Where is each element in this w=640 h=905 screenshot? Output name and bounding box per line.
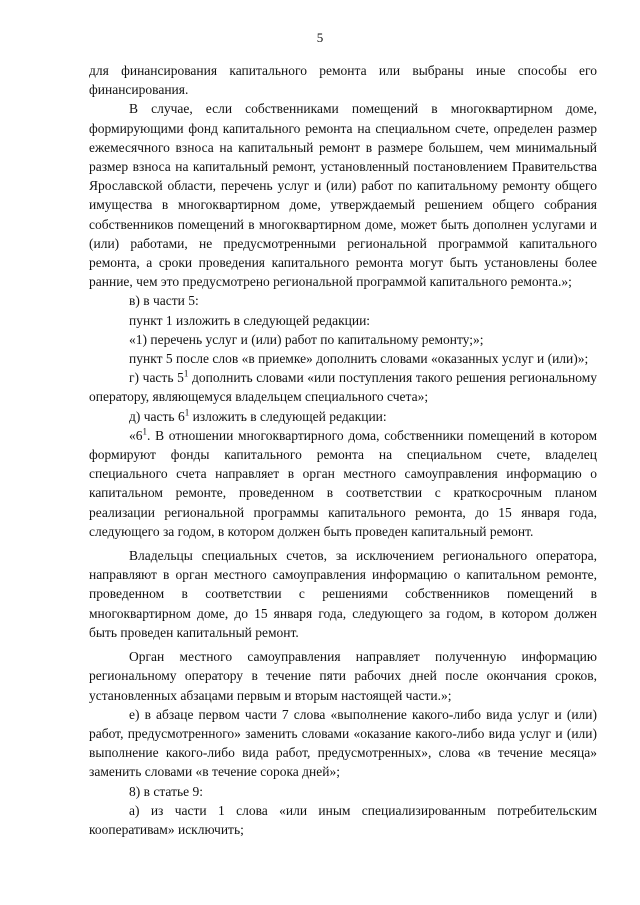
paragraph-7-start: г) часть 5 <box>129 370 184 386</box>
paragraph-8-end: изложить в следующей редакции: <box>189 408 387 424</box>
paragraph-12: е) в абзаце первом части 7 слова «выполнение какого-либо вида услуг и (или) работ, предусмотренного» заменить словами «оказание какого-либо вида услуг и (или) выполнение какого-либо вида работ, предусмотренных», слова «в течение месяца» заменить словами «в течение сорока дней»; <box>89 706 597 780</box>
superscript: 1 <box>184 407 190 418</box>
paragraph-7 <box>89 368 597 406</box>
paragraph-7-end: дополнить словами «или поступления такого решения региональному оператору, являющемуся владельцем специального счета»; <box>89 370 597 405</box>
paragraph-13: 8) в статье 9: <box>129 783 203 799</box>
paragraph-6: пункт 5 после слов «в приемке» дополнить словами «оказанных услуг и (или)»; <box>129 351 589 367</box>
paragraph-5: «1) перечень услуг и (или) работ по капитальному ремонту;»; <box>129 331 484 347</box>
paragraph-1: для финансирования капитального ремонта или выбраны иные способы его финансирования. <box>89 63 597 98</box>
paragraph-9-start: «6 <box>129 427 143 443</box>
paragraph-9-end: . В отношении многоквартирного дома, собственники помещений в котором формируют фонды капитального ремонта на специальном счете, владелец специального счета направляет в орган местного самоуправления информацию о капитальном ремонте, проведенном в соответствии с краткосрочным планом реализации региональной программы капитального ремонта, до 15 января года, следующего за годом, в котором должен быть проведен капитальный ремонт. <box>89 427 597 539</box>
paragraph-8 <box>89 407 597 426</box>
paragraph-2: В случае, если собственниками помещений в многоквартирном доме, формирующими фонд капитального ремонта на специальном счете, определен размер ежемесячного взноса на капитальный ремонт в размере большем, чем минимальный размер взноса на капитальный ремонт, установленный постановлением Правительства Ярославской области, перечень услуг и (или) работ по капитальному ремонту общего имущества в многоквартирном доме, утверждаемый решением общего собрания собственников помещений в многоквартирном доме, может быть дополнен услугами и (или) работами, не предусмотренными региональной программой капитального ремонта, а сроки проведения капитального ремонта могут быть установлены более ранние, чем это предусмотрено региональной программой капитального ремонта.»; <box>89 101 597 290</box>
paragraph-4: пункт 1 изложить в следующей редакции: <box>129 312 371 328</box>
paragraph-11: Орган местного самоуправления направляет полученную информацию региональному оператору в течение пяти рабочих дней после окончания сроков, установленных абзацами первым и вторым настоящей части.»; <box>89 649 597 703</box>
paragraph-14: а) из части 1 слова «или иным специализированным потребительским кооперативам» исключить; <box>89 802 597 837</box>
paragraph-9 <box>89 426 597 541</box>
paragraph-8-start: д) часть 6 <box>129 408 185 424</box>
page-number: 5 <box>316 30 324 45</box>
paragraph-3: в) в части 5: <box>129 293 199 309</box>
document-body <box>89 61 597 839</box>
paragraph-10: Владельцы специальных счетов, за исключением регионального оператора, направляют в орган местного самоуправления информацию о капитальном ремонте, проведенном в соответствии с решениями собственников помещений в многоквартирном доме, до 15 января года, следующего за годом, в котором должен быть проведен капитальный ремонт. <box>89 548 597 640</box>
superscript: 1 <box>142 426 147 437</box>
superscript: 1 <box>183 368 189 379</box>
